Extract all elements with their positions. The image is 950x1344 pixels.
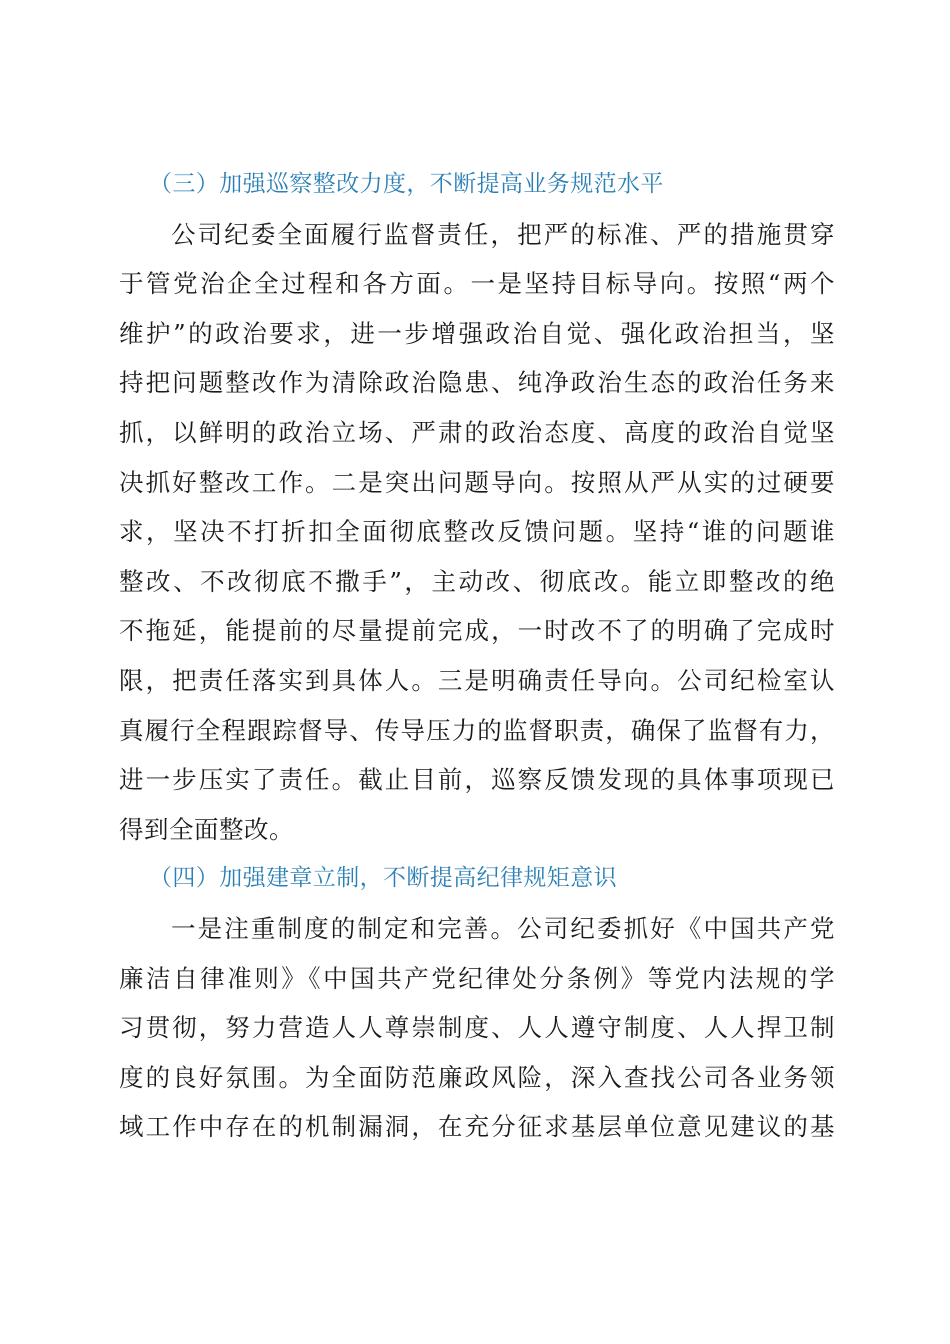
section-3-body	[119, 210, 835, 855]
document-page	[119, 160, 835, 1152]
paragraph-line: 不拖延，能提前的尽量提前完成，一时改不了的明确了完成时	[119, 616, 835, 646]
paragraph-line: 整改、不改彻底不撒手”，主动改、彻底改。能立即整改的绝	[119, 566, 835, 596]
paragraph-line: 于管党治企全过程和各方面。一是坚持目标导向。按照“两个	[119, 269, 835, 299]
paragraph-line: 进一步压实了责任。截止目前，巡察反馈发现的具体事项现已	[119, 765, 835, 795]
paragraph-line: 度的良好氛围。为全面防范廉政风险，深入查找公司各业务领	[119, 1062, 835, 1092]
section-heading-3: （三）加强巡察整改力度，不断提高业务规范水平	[149, 171, 664, 197]
paragraph-line: 得到全面整改。	[119, 814, 294, 844]
paragraph-line: 求，坚决不打折扣全面彻底整改反馈问题。坚持“谁的问题谁	[119, 517, 835, 547]
paragraph-line: 廉洁自律准则》《中国共产党纪律处分条例》等党内法规的学	[119, 963, 835, 993]
paragraph-line: 公司纪委全面履行监督责任，把严的标准、严的措施贯穿	[171, 219, 835, 249]
paragraph-line: 决抓好整改工作。二是突出问题导向。按照从严从实的过硬要	[119, 467, 835, 497]
section-heading-4: （四）加强建章立制，不断提高纪律规矩意识	[149, 865, 617, 892]
paragraph-line: 限，把责任落实到具体人。三是明确责任导向。公司纪检室认	[119, 665, 835, 695]
paragraph-line: 习贯彻，努力营造人人尊崇制度、人人遵守制度、人人捍卫制	[119, 1013, 835, 1043]
paragraph-line: 维护”的政治要求，进一步增强政治自觉、强化政治担当，坚	[119, 318, 835, 348]
paragraph-line: 真履行全程跟踪督导、传导压力的监督职责，确保了监督有力，	[119, 715, 835, 745]
paragraph-line: 抓，以鲜明的政治立场、严肃的政治态度、高度的政治自觉坚	[119, 417, 835, 447]
paragraph-line: 域工作中存在的机制漏洞，在充分征求基层单位意见建议的基	[119, 1112, 835, 1142]
paragraph-line: 持把问题整改作为清除政治隐患、纯净政治生态的政治任务来	[119, 368, 835, 398]
paragraph-line: 一是注重制度的制定和完善。公司纪委抓好《中国共产党	[171, 913, 835, 943]
section-4-body	[119, 904, 835, 1152]
